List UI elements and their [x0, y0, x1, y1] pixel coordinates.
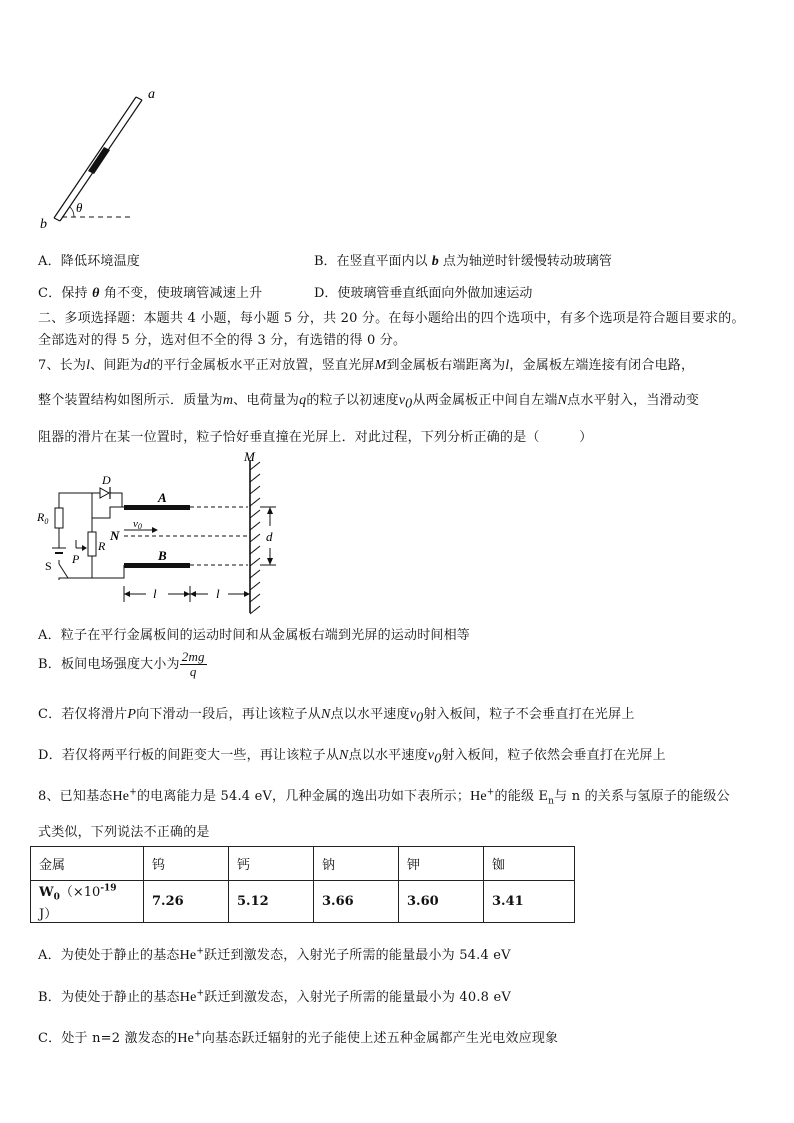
- q7-option-d: D．若仅将两平行板的间距变大一些，再让该粒子从N点以水平速度$v_0$射入板间，粒子依然会垂直打在光屏上: [38, 748, 666, 767]
- label-P: P: [72, 552, 80, 566]
- table-cell: 钙: [229, 847, 314, 881]
- table-cell: 3.60: [399, 881, 484, 923]
- resistor-R0: [55, 508, 63, 528]
- rheostat-R: [88, 532, 96, 556]
- table-header-row: [31, 847, 575, 881]
- dashed-extensions: [124, 507, 248, 565]
- q8-option-a: A．为使处于静止的基态He+跃迁到激发态，入射光子所需的能量最小为 54.4 eV: [38, 946, 511, 963]
- label-theta: θ: [76, 200, 83, 215]
- q7-stem-line3: 阻器的滑片在某一位置时，粒子恰好垂直撞在光屏上．对此过程，下列分析正确的是（ ）: [38, 430, 593, 445]
- table-cell: 钠: [314, 847, 399, 881]
- q7-stem-line1: 7、长为l、间距为d的平行金属板水平正对放置，竖直光屏M到金属板右端距离为l，金属板左端连接有闭合电路，: [38, 358, 695, 373]
- work-function-table: [30, 846, 575, 923]
- q6-option-a: A．降低环境温度: [38, 254, 140, 269]
- plate-A: [124, 505, 190, 510]
- q6-option-c: C．保持 θ 角不变，使玻璃管减速上升: [38, 286, 263, 301]
- table-cell: $W_0(\times 10^{-19}$ J）: [31, 881, 144, 923]
- velocity-arrowhead: [152, 527, 158, 533]
- label-R: R: [98, 539, 106, 553]
- q7-option-c: C．若仅将滑片P向下滑动一段后，再让该粒子从N点以水平速度$v_0$射入板间，粒子不会垂直打在光屏上: [38, 707, 635, 726]
- field-strength-fraction: $\frac{2mg}{q}$: [181, 649, 205, 679]
- table-cell: 7.26: [144, 881, 229, 923]
- label-l2: l: [216, 586, 220, 601]
- label-a: a: [148, 87, 155, 102]
- q8-option-b: B．为使处于静止的基态He+跃迁到激发态，入射光子所需的能量最小为 40.8 eV: [38, 988, 511, 1005]
- plate-B: [124, 563, 190, 568]
- q6-option-d: D．使玻璃管垂直纸面向外做加速运动: [314, 286, 533, 301]
- label-R0: $R_0$: [37, 510, 49, 526]
- table-cell: 钨: [144, 847, 229, 881]
- label-b: b: [40, 217, 47, 232]
- q6-option-b: B．在竖直平面内以 b 点为轴逆时针缓慢转动玻璃管: [314, 254, 612, 269]
- q8-option-c: C．处于 n=2 激发态的He+向基态跃迁辐射的光子能使上述五种金属都产生光电效应现象: [38, 1029, 559, 1046]
- table-cell: 钾: [399, 847, 484, 881]
- diode: [100, 488, 109, 498]
- label-A: A: [158, 490, 167, 505]
- table-cell: 3.41: [484, 881, 575, 923]
- label-l1: l: [153, 586, 157, 601]
- label-S: S: [45, 559, 52, 573]
- q8-stem-line1: 8、已知基态He+的电离能力是 54.4 eV，几种金属的逸出功如下表所示；He+的能级 $E_n$与 n 的关系与氢原子的能级公: [38, 787, 730, 807]
- label-v0: v0: [133, 518, 142, 531]
- label-M: M: [244, 449, 255, 464]
- section2-line1: 二、多项选择题：本题共 4 小题，每小题 5 分，共 20 分。在每小题给出的四个选项中，有多个选项是符合题目要求的。: [38, 311, 745, 326]
- light-screen: [250, 460, 260, 614]
- label-B: B: [158, 548, 167, 563]
- q8-stem-line2: 式类似，下列说法不正确的是: [38, 825, 210, 840]
- table-cell: 金属: [31, 847, 144, 881]
- q7-stem-line2: 整个装置结构如图所示．质量为m、电荷量为q的粒子以初速度$v_0$从两金属板正中间自左端N点水平射入，当滑动变: [38, 393, 700, 412]
- table-cell: 3.66: [314, 881, 399, 923]
- capacitor-circuit-figure: [30, 448, 280, 616]
- q7-option-b: B．板间电场强度大小为 $\frac{2mg}{q}$: [38, 649, 205, 679]
- section2-line2: 全部选对的得 5 分，选对但不全的得 3 分，有选错的得 0 分。: [38, 333, 407, 348]
- table-row: [31, 881, 575, 923]
- table-cell: 5.12: [229, 881, 314, 923]
- label-N: N: [110, 528, 120, 543]
- label-d: d: [266, 529, 273, 544]
- q7-option-a: A．粒子在平行金属板间的运动时间和从金属板右端到光屏的运动时间相等: [38, 628, 470, 643]
- theta-arc: [70, 207, 74, 217]
- table-cell: 铷: [484, 847, 575, 881]
- glass-tube-figure: [30, 80, 155, 232]
- label-D: D: [102, 473, 111, 487]
